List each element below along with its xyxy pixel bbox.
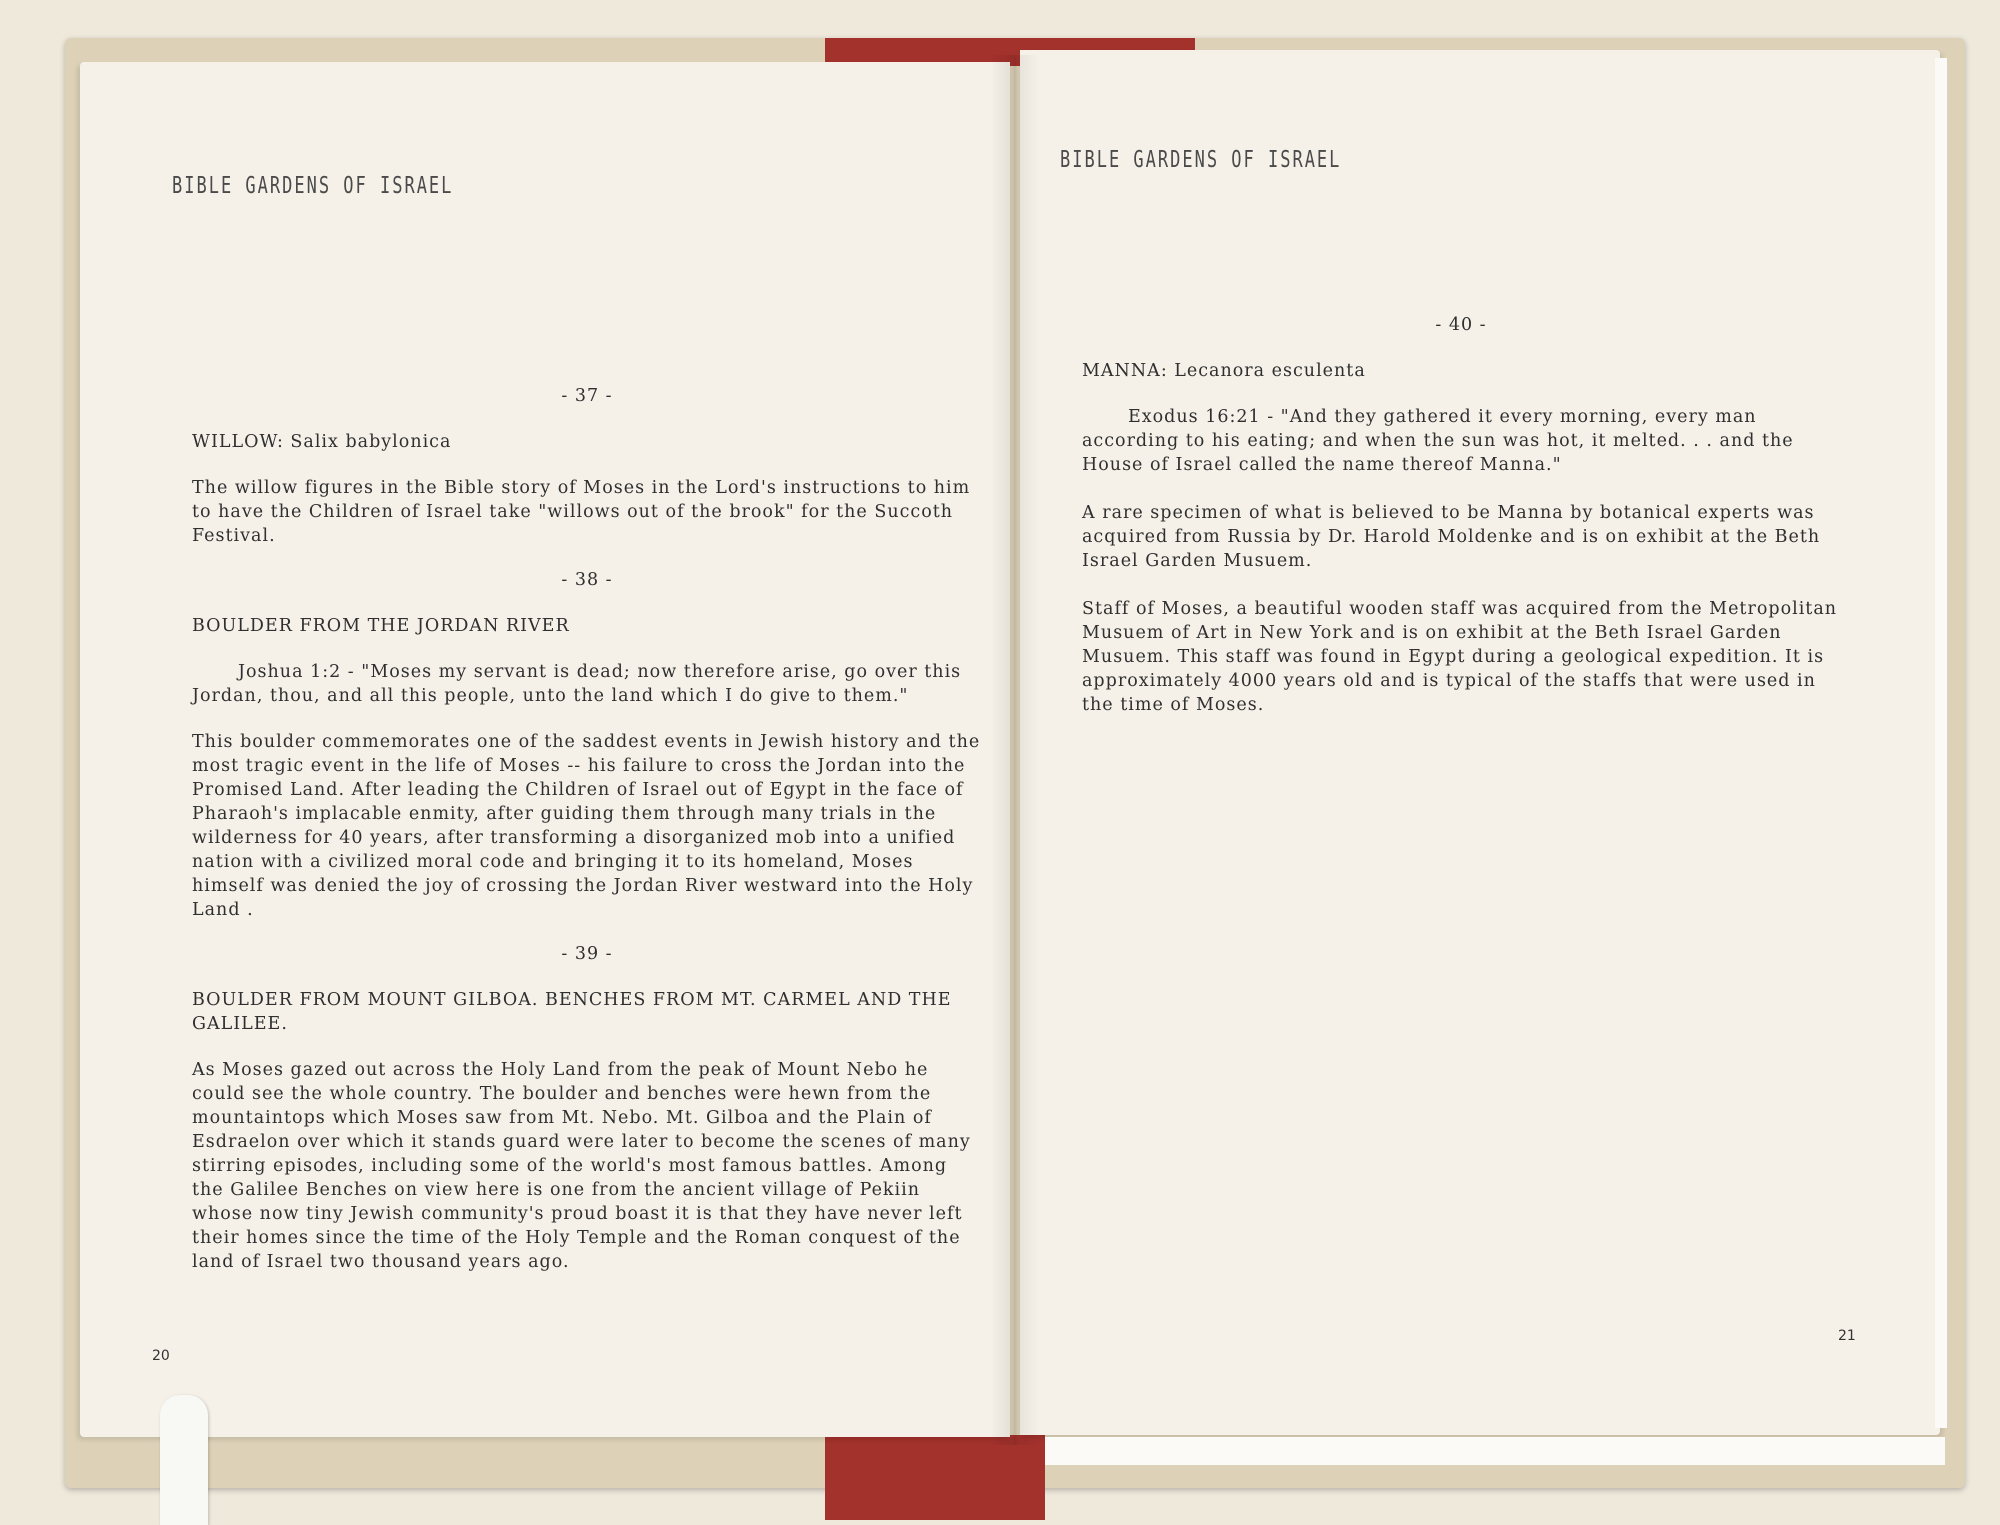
scripture-quote: Exodus 16:21 - "And they gathered it every morning, every man according to his eating; and when the sun was hot, it melted. . . and the House of Israel called the name thereof Manna." [1082,407,1794,475]
left-page-text [192,384,982,1274]
section-number: - 39 - [561,944,613,964]
section-paragraph: A rare specimen of what is believed to be Manna by botanical experts was acquired from Russia by Dr. Harold Moldenke and is on exhibit at the Beth Israel Garden Musuem. [1082,503,1821,571]
bookmark-ribbon [160,1395,208,1525]
page-number-left: 20 [152,1348,170,1364]
spine-bottom [825,1435,1045,1520]
section-paragraph: Staff of Moses, a beautiful wooden staff was acquired from the Metropolitan Musuem of Art in New York and is on exhibit at the Beth Israel Garden Musuem. This staff was found in Egypt during a geological expedition. It is approximately 4000 years old and is typical of the staffs that were used in the time of Moses. [1082,599,1838,715]
section-number: - 38 - [561,570,613,590]
right-page [1020,50,1940,1435]
right-page-text [1082,313,1840,717]
section-number: - 37 - [561,386,613,406]
section-paragraph: As Moses gazed out across the Holy Land from the peak of Mount Nebo he could see the whole country. The boulder and benches were hewn from the mountaintops which Moses saw from Mt. Nebo. Mt. Gilboa and the Plain of Esdraelon over which it stands guard were later to become the scenes of many stirring episodes, including some of the world's most famous battles. Among the Galilee Benches on view here is one from the ancient village of Pekiin whose now tiny Jewish community's proud boast it is that they have never left their homes since the time of the Holy Temple and the Roman conquest of the land of Israel two thousand years ago. [192,1060,971,1272]
page-edge [1935,58,1948,1428]
section-heading: BOULDER FROM THE JORDAN RIVER [192,616,570,636]
running-head-left: BIBLE GARDENS OF ISRAEL [172,172,454,200]
scripture-quote: Joshua 1:2 - "Moses my servant is dead; now therefore arise, go over this Jordan, thou, and all this people, unto the land which I do give to them." [192,662,962,706]
section-heading: BOULDER FROM MOUNT GILBOA. BENCHES FROM MT. CARMEL AND THE GALILEE. [192,990,952,1034]
book-gutter [990,55,1040,1445]
page-block-bottom [1045,1437,1945,1465]
section-heading: MANNA: Lecanora esculenta [1082,361,1366,381]
running-head-right: BIBLE GARDENS OF ISRAEL [1060,146,1342,174]
section-paragraph: This boulder commemorates one of the saddest events in Jewish history and the most tragic event in the life of Moses -- his failure to cross the Jordan into the Promised Land. After leading the Children of Israel out of Egypt in the face of Pharaoh's implacable enmity, after guiding them through many trials in the wilderness for 40 years, after transforming a disorganized mob into a unified nation with a civilized moral code and bringing it to its homeland, Moses himself was denied the joy of crossing the Jordan River westward into the Holy Land . [192,732,981,920]
page-number-right: 21 [1838,1328,1856,1344]
section-number: - 40 - [1435,315,1487,335]
section-heading: WILLOW: Salix babylonica [192,432,452,452]
section-paragraph: The willow figures in the Bible story of Moses in the Lord's instructions to him to have the Children of Israel take "willows out of the brook" for the Succoth Festival. [192,478,971,546]
